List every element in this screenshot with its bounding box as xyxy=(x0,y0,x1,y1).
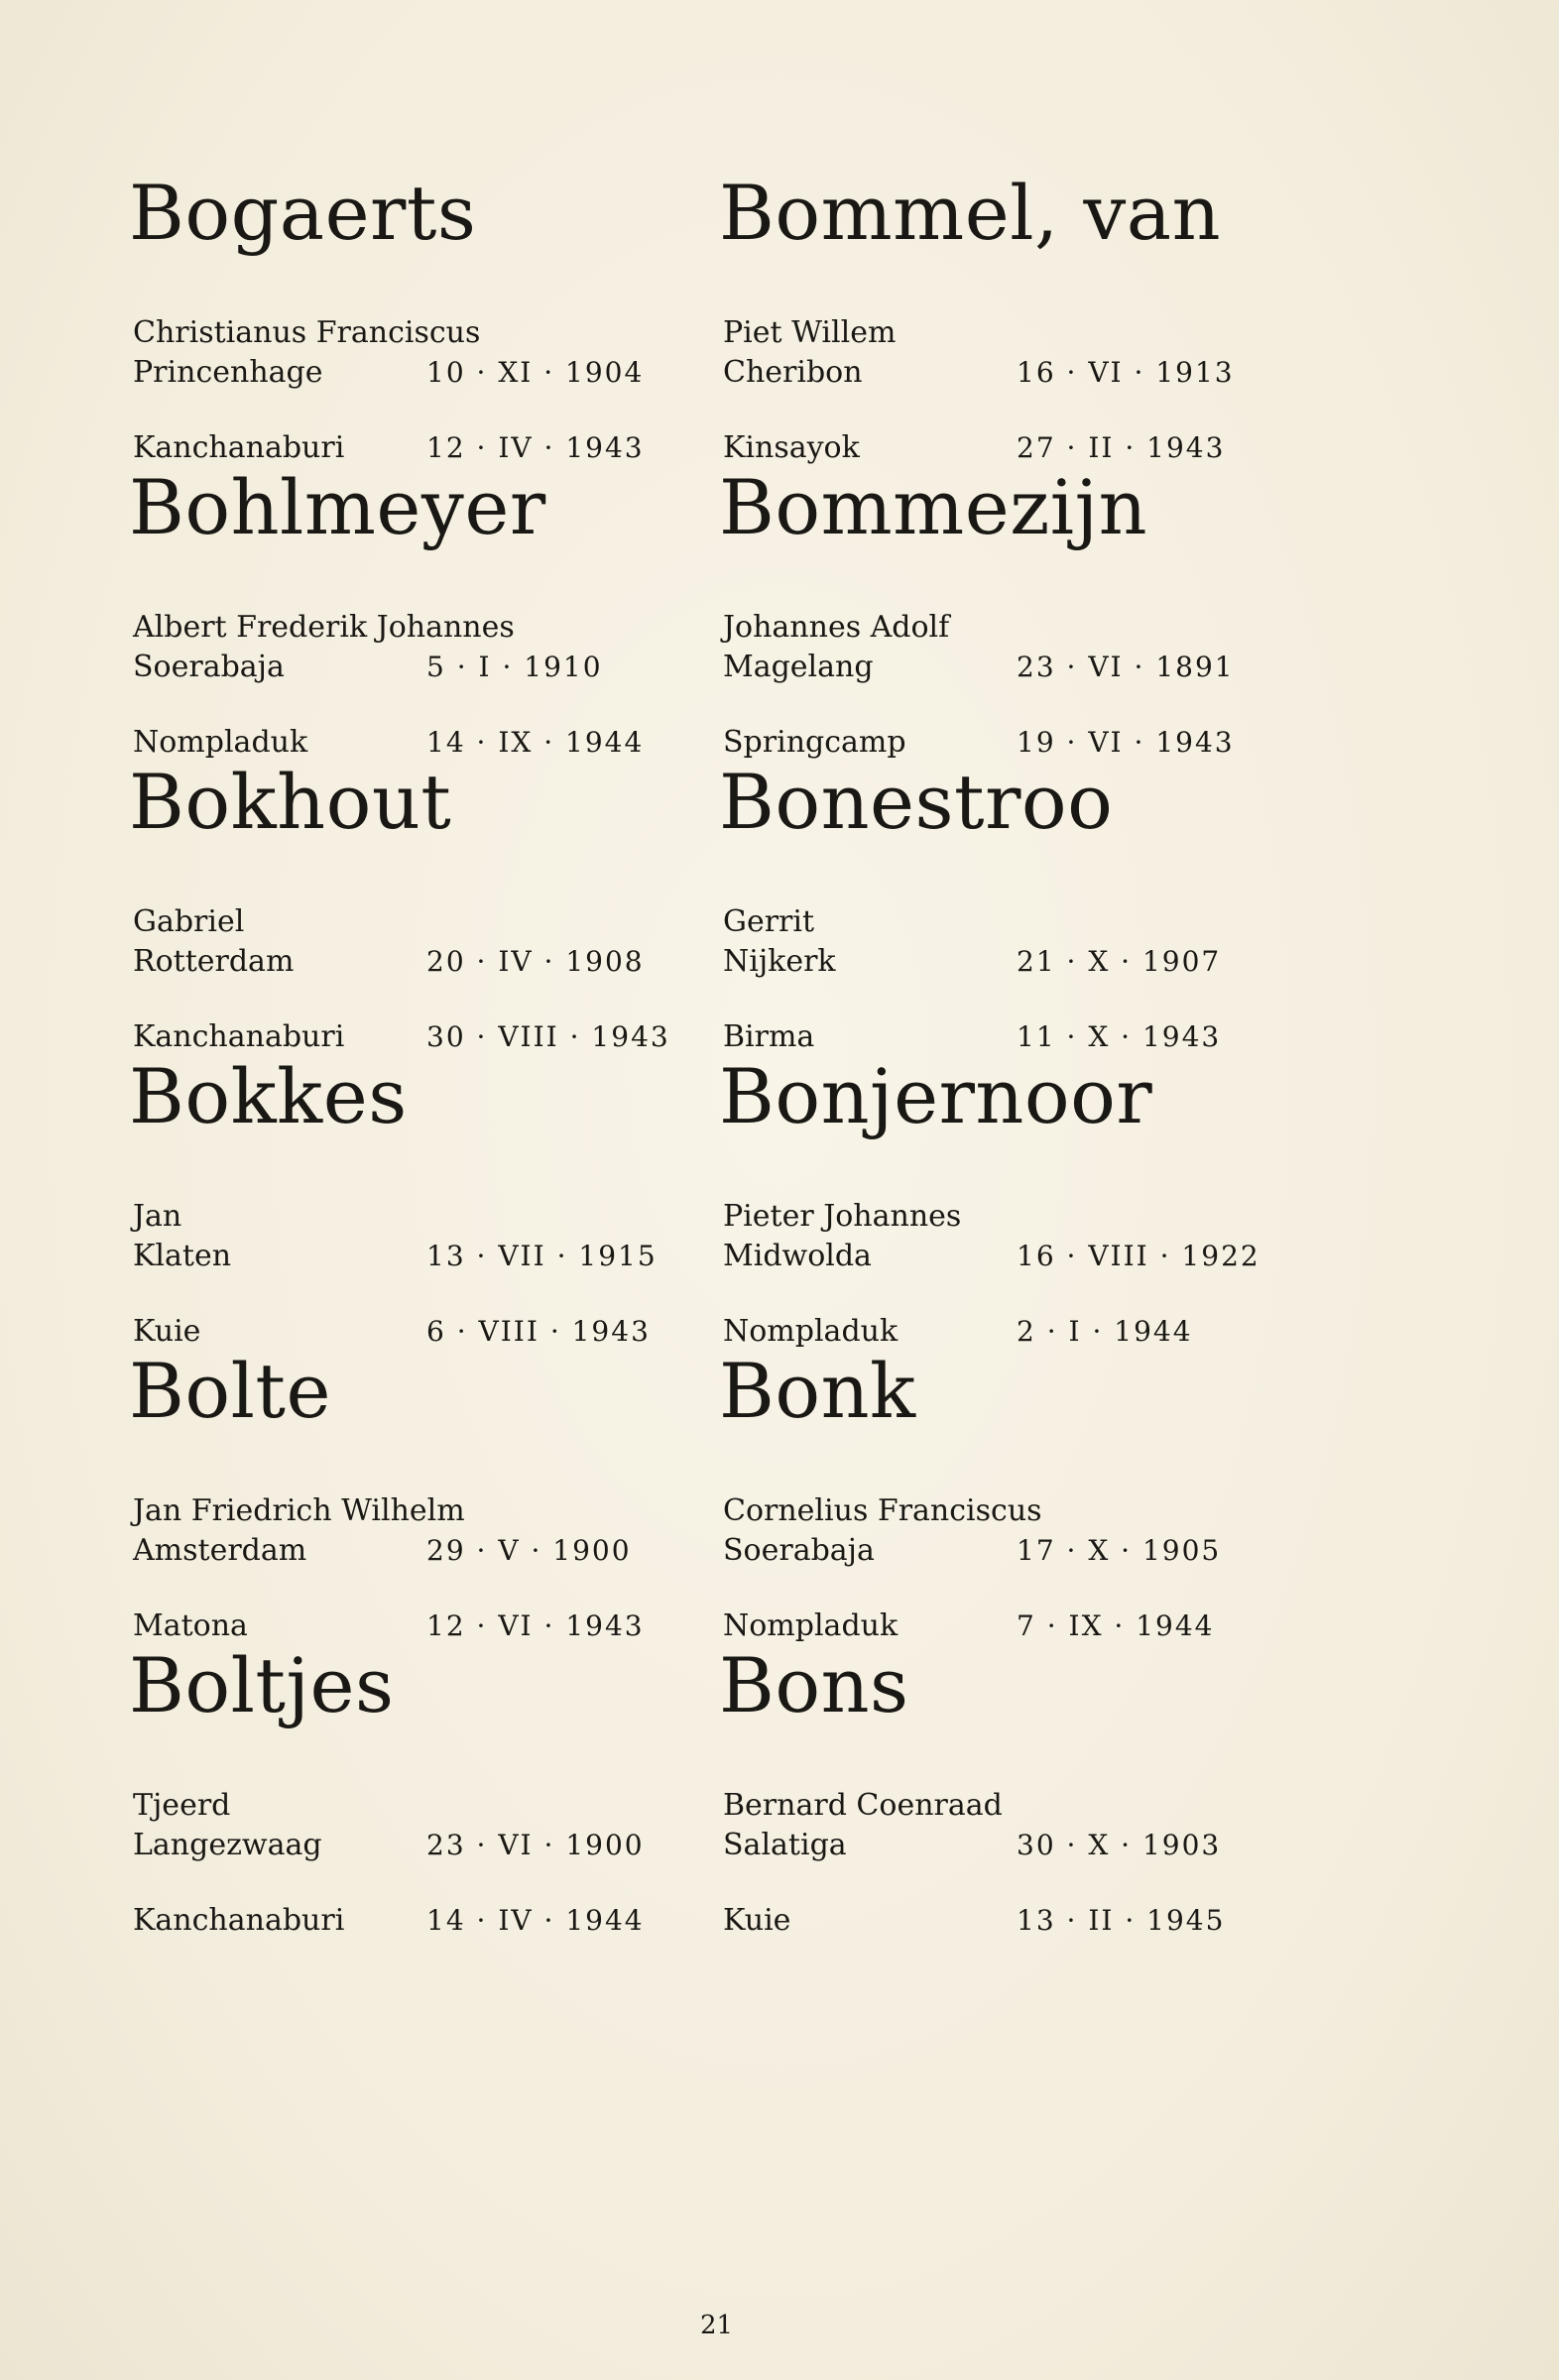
surname: Bokhout xyxy=(129,758,452,846)
birthdate: 30 · X · 1903 xyxy=(1017,1829,1222,1861)
deathplace: Kanchanaburi xyxy=(133,1019,345,1054)
entry xyxy=(129,1042,684,1349)
given-names: Tjeerd xyxy=(133,1788,231,1823)
given-names: Gerrit xyxy=(723,904,815,939)
given-names: Albert Frederik Johannes xyxy=(133,610,515,645)
birthplace: Midwolda xyxy=(723,1239,872,1273)
surname: Bommel, van xyxy=(719,169,1222,257)
entry xyxy=(719,1337,1274,1643)
entry xyxy=(129,1631,684,1938)
deathplace: Nompladuk xyxy=(133,725,308,760)
deathplace: Nompladuk xyxy=(723,1608,899,1643)
given-names: Christianus Franciscus xyxy=(133,315,481,350)
deathdate: 27 · II · 1943 xyxy=(1017,431,1226,464)
birthdate: 17 · X · 1905 xyxy=(1017,1534,1222,1567)
deathdate: 19 · VI · 1943 xyxy=(1017,726,1235,759)
surname: Boltjes xyxy=(129,1641,395,1729)
left-column xyxy=(129,159,684,1938)
given-names: Johannes Adolf xyxy=(723,610,950,645)
entry xyxy=(129,1337,684,1643)
deathplace: Kuie xyxy=(723,1903,791,1938)
surname: Bonestroo xyxy=(719,758,1114,846)
deathdate: 12 · VI · 1943 xyxy=(426,1609,645,1642)
right-column xyxy=(719,159,1274,1938)
deathdate: 12 · IV · 1943 xyxy=(426,431,645,464)
surname: Bonk xyxy=(719,1347,916,1435)
deathdate: 7 · IX · 1944 xyxy=(1017,1609,1215,1642)
birthdate: 29 · V · 1900 xyxy=(426,1534,632,1567)
given-names: Jan xyxy=(133,1199,182,1234)
birthplace: Nijkerk xyxy=(723,944,836,979)
deathplace: Birma xyxy=(723,1019,815,1054)
deathplace: Springcamp xyxy=(723,725,906,760)
surname: Bommezijn xyxy=(719,463,1148,551)
given-names: Jan Friedrich Wilhelm xyxy=(133,1493,465,1528)
deathdate: 14 · IV · 1944 xyxy=(426,1904,645,1937)
deathplace: Matona xyxy=(133,1608,248,1643)
birthdate: 21 · X · 1907 xyxy=(1017,945,1222,978)
birthdate: 13 · VII · 1915 xyxy=(426,1240,658,1272)
deathplace: Kuie xyxy=(133,1314,201,1349)
birthdate: 23 · VI · 1900 xyxy=(426,1829,645,1861)
birthdate: 10 · XI · 1904 xyxy=(426,356,645,389)
deathdate: 2 · I · 1944 xyxy=(1017,1315,1193,1348)
given-names: Pieter Johannes xyxy=(723,1199,962,1234)
entry xyxy=(719,159,1274,465)
surname: Bolte xyxy=(129,1347,331,1435)
surname: Bogaerts xyxy=(129,169,477,257)
birthdate: 16 · VI · 1913 xyxy=(1017,356,1235,389)
birthdate: 16 · VIII · 1922 xyxy=(1017,1240,1260,1272)
page-number: 21 xyxy=(700,2311,734,2340)
birthdate: 5 · I · 1910 xyxy=(426,651,603,683)
birthplace: Cheribon xyxy=(723,355,863,390)
surname: Bohlmeyer xyxy=(129,463,546,551)
deathdate: 6 · VIII · 1943 xyxy=(426,1315,651,1348)
given-names: Piet Willem xyxy=(723,315,897,350)
birthplace: Salatiga xyxy=(723,1828,847,1862)
deathplace: Nompladuk xyxy=(723,1314,899,1349)
birthplace: Soerabaja xyxy=(723,1533,875,1568)
birthplace: Rotterdam xyxy=(133,944,295,979)
birthplace: Klaten xyxy=(133,1239,232,1273)
given-names: Cornelius Franciscus xyxy=(723,1493,1042,1528)
surname: Bonjernoor xyxy=(719,1052,1153,1140)
entry xyxy=(129,748,684,1054)
given-names: Gabriel xyxy=(133,904,245,939)
entry xyxy=(719,453,1274,760)
entry xyxy=(719,1631,1274,1938)
entry xyxy=(129,453,684,760)
birthplace: Langezwaag xyxy=(133,1828,322,1862)
birthplace: Amsterdam xyxy=(133,1533,307,1568)
deathdate: 30 · VIII · 1943 xyxy=(426,1020,670,1053)
birthplace: Princenhage xyxy=(133,355,323,390)
birthplace: Magelang xyxy=(723,650,874,684)
surname: Bons xyxy=(719,1641,909,1729)
deathdate: 13 · II · 1945 xyxy=(1017,1904,1226,1937)
deathplace: Kinsayok xyxy=(723,430,860,465)
deathplace: Kanchanaburi xyxy=(133,1903,345,1938)
deathplace: Kanchanaburi xyxy=(133,430,345,465)
entry xyxy=(719,748,1274,1054)
deathdate: 11 · X · 1943 xyxy=(1017,1020,1222,1053)
given-names: Bernard Coenraad xyxy=(723,1788,1003,1823)
birthplace: Soerabaja xyxy=(133,650,285,684)
entry xyxy=(129,159,684,465)
deathdate: 14 · IX · 1944 xyxy=(426,726,645,759)
birthdate: 20 · IV · 1908 xyxy=(426,945,645,978)
surname: Bokkes xyxy=(129,1052,408,1140)
birthdate: 23 · VI · 1891 xyxy=(1017,651,1235,683)
entry xyxy=(719,1042,1274,1349)
